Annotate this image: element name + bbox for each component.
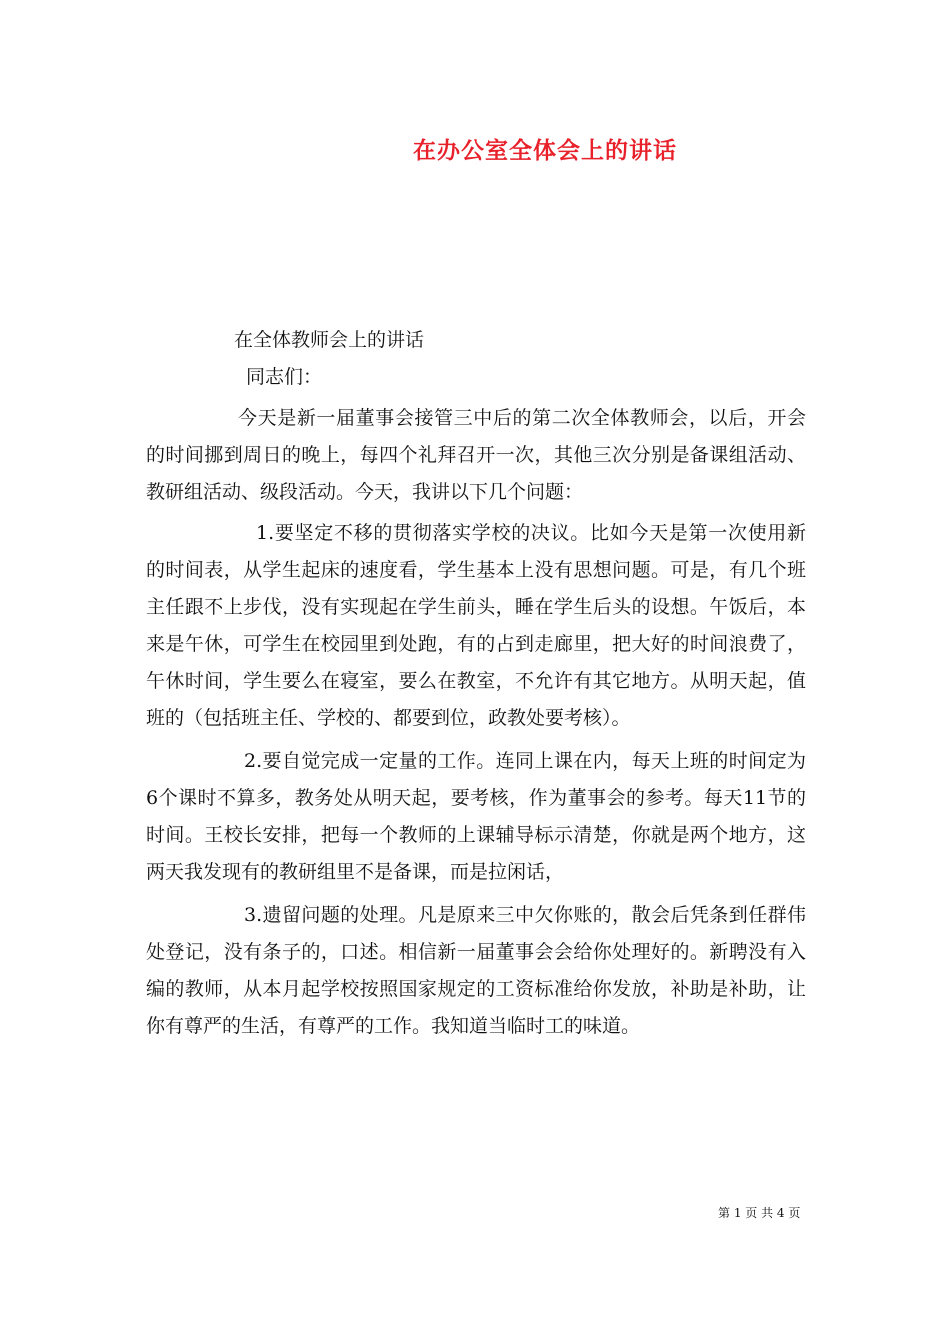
document-body [146, 322, 806, 1045]
document-subtitle: 在全体教师会上的讲话 [234, 329, 425, 351]
document-title: 在办公室全体会上的讲话 [413, 137, 677, 164]
paragraph-point-3: 3.遗留问题的处理。凡是原来三中欠你账的，散会后凭条到任群伟处登记，没有条子的，口述。相信新一届董事会会给你处理好的。新聘没有入编的教师，从本月起学校按照国家规定的工资标准给你发放，补助是补助，让你有尊严的生活，有尊严的工作。我知道当临时工的味道。 [146, 904, 806, 1037]
paragraph-point-2: 2.要自觉完成一定量的工作。连同上课在内，每天上班的时间定为6个课时不算多，教务处从明天起，要考核，作为董事会的参考。每天11节的时间。王校长安排，把每一个教师的上课辅导标示清楚，你就是两个地方，这两天我发现有的教研组里不是备课，而是拉闲话， [146, 750, 806, 883]
salutation: 同志们： [246, 366, 323, 388]
paragraph-intro: 今天是新一届董事会接管三中后的第二次全体教师会，以后，开会的时间挪到周日的晚上，每四个礼拜召开一次，其他三次分别是备课组活动、教研组活动、级段活动。今天，我讲以下几个问题： [146, 407, 806, 503]
paragraph-point-1: 1.要坚定不移的贯彻落实学校的决议。比如今天是第一次使用新的时间表，从学生起床的速度看，学生基本上没有思想问题。可是，有几个班主任跟不上步伐，没有实现起在学生前头，睡在学生后头的设想。午饭后，本来是午休，可学生在校园里到处跑，有的占到走廊里，把大好的时间浪费了，午休时间，学生要么在寝室，要么在教室，不允许有其它地方。从明天起，值班的（包括班主任、学校的、都要到位，政教处要考核）。 [146, 522, 806, 729]
page-number-footer: 第 1 页 共 4 页 [718, 1206, 801, 1220]
